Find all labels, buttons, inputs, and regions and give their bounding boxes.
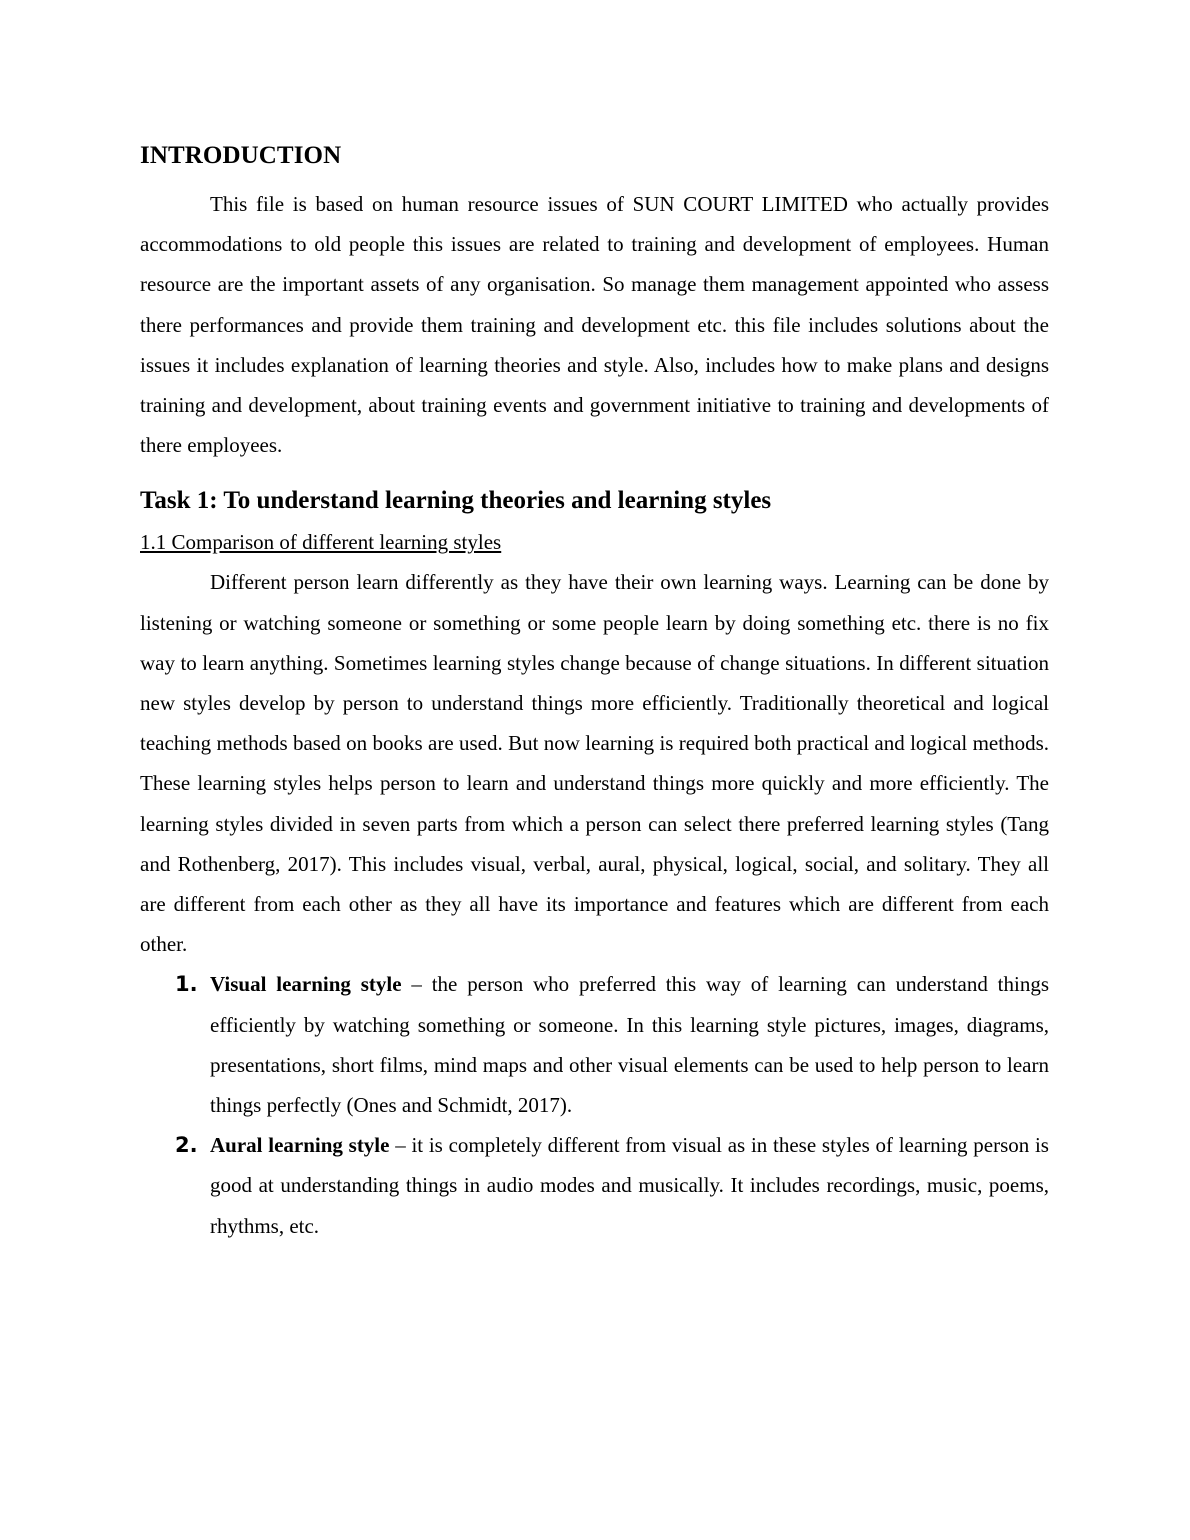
list-item-text: – it is completely different from visual as in these styles of learning person is good at understanding things in audio modes and musically. It includes recordings, music, poems, rhythms, etc. — [210, 1133, 1049, 1238]
list-item-number: 2. — [175, 1133, 198, 1158]
list-item-number: 1. — [175, 972, 198, 997]
document-page — [140, 140, 1049, 1246]
learning-styles-list — [140, 964, 1049, 1245]
list-item — [140, 964, 1049, 1125]
section-1-1-subheading: 1.1 Comparison of different learning styles — [140, 530, 502, 555]
list-item-term: Visual learning style — [210, 972, 402, 997]
introduction-paragraph: This file is based on human resource issues of SUN COURT LIMITED who actually provides accommodations to old people this issues are related to training and development of employees. Human resource are the important assets of any organisation. So manage them management appointed who assess there performances and provide them training and development etc. this file includes solutions about the issues it includes explanation of learning theories and style. Also, includes how to make plans and designs training and development, about training events and government initiative to training and developments of there employees. — [140, 192, 1049, 458]
introduction-heading: INTRODUCTION — [140, 142, 342, 169]
list-item-term: Aural learning style — [210, 1133, 390, 1158]
list-item — [140, 1125, 1049, 1246]
learning-styles-paragraph: Different person learn differently as they have their own learning ways. Learning can be done by listening or watching someone or something or some people learn by doing something etc. there is no fix way to learn anything. Sometimes learning styles change because of change situations. In different situation new styles develop by person to understand things more efficiently. Traditionally theoretical and logical teaching methods based on books are used. But now learning is required both practical and logical methods. These learning styles helps person to learn and understand things more quickly and more efficiently. The learning styles divided in seven parts from which a person can select there preferred learning styles (Tang and Rothenberg, 2017). This includes visual, verbal, aural, physical, logical, social, and solitary. They all are different from each other as they all have its importance and features which are different from each other. — [140, 570, 1049, 957]
list-item-text: – the person who preferred this way of learning can understand things efficiently by watching something or someone. In this learning style pictures, images, diagrams, presentations, short films, mind maps and other visual elements can be used to help person to learn things perfectly (Ones and Schmidt, 2017). — [210, 972, 1049, 1118]
task1-heading: Task 1: To understand learning theories and learning styles — [140, 487, 772, 515]
